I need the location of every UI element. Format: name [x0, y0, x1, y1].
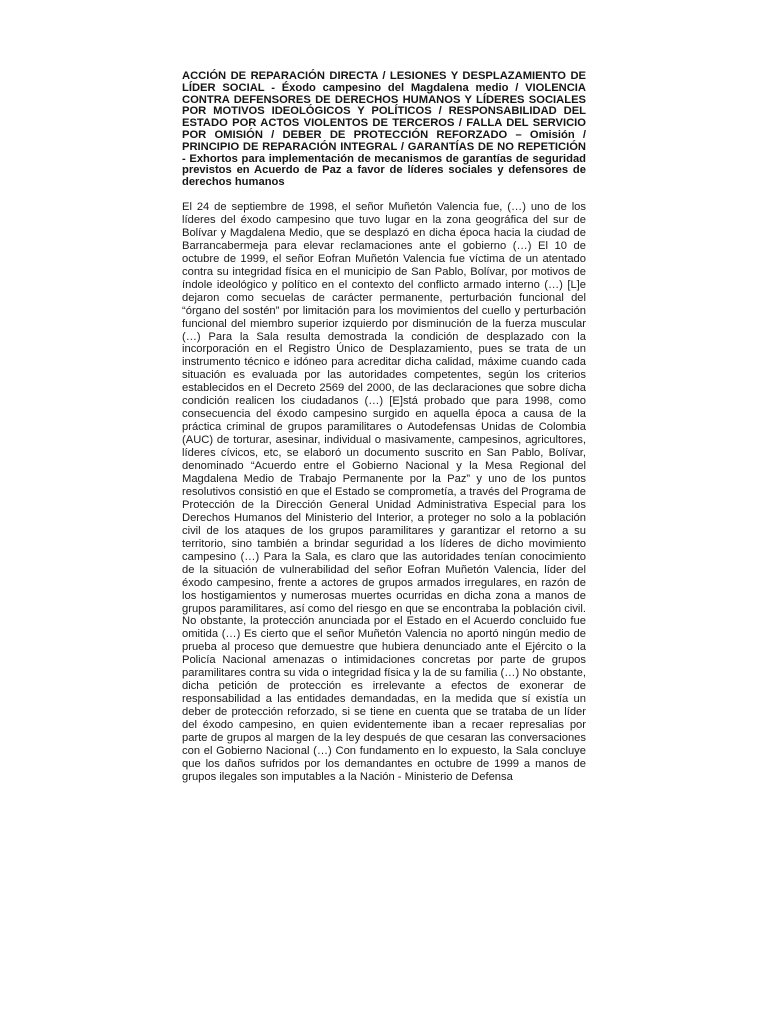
document-heading: ACCIÓN DE REPARACIÓN DIRECTA / LESIONES Y DESPLAZAMIENTO DE LÍDER SOCIAL - Éxodo campesino del Magdalena medio / VIOLENCIA CONTRA DEFENSORES DE DERECHOS HUMANOS Y LÍDERES SOCIALES POR MOTIVOS IDEOLÓGICOS Y POLÍTICOS / RESPONSABILIDAD DEL ESTADO POR ACTOS VIOLENTOS DE TERCEROS / FALLA DEL SERVICIO POR OMISIÓN / DEBER DE PROTECCIÓN REFORZADO – Omisión / PRINCIPIO DE REPARACIÓN INTEGRAL / GARANTÍAS DE NO REPETICIÓN - Exhortos para implementación de mecanismos de garantías de seguridad previstos en Acuerdo de Paz a favor de líderes sociales y defensores de derechos humanos [182, 70, 586, 189]
document-body: El 24 de septiembre de 1998, el señor Muñetón Valencia fue, (…) uno de los líderes del éxodo campesino que tuvo lugar en la zona geográfica del sur de Bolívar y Magdalena Medio, que se desplazó en dicha época hacia la ciudad de Barrancabermeja para elevar reclamaciones ante el gobierno (…) El 10 de octubre de 1999, el señor Eofran Muñetón Valencia fue víctima de un atentado contra su integridad física en el municipio de San Pablo, Bolívar, por motivos de índole ideológico y político en el contexto del conflicto armado interno (…) [L]e dejaron como secuelas de carácter permanente, perturbación funcional del “órgano del sostén” por limitación para los movimientos del cuello y perturbación funcional del miembro superior izquierdo por disminución de la fuerza muscular (…) Para la Sala resulta demostrada la condición de desplazado con la incorporación en el Registro Único de Desplazamiento, pues se trata de un instrumento técnico e idóneo para acreditar dicha calidad, máxime cuando cada situación es evaluada por las autoridades competentes, según los criterios establecidos en el Decreto 2569 del 2000, de las declaraciones que sobre dicha condición realicen los ciudadanos (…) [E]stá probado que para 1998, como consecuencia del éxodo campesino surgido en aquella época a causa de la práctica criminal de grupos paramilitares o Autodefensas Unidas de Colombia (AUC) de torturar, asesinar, individual o masivamente, campesinos, agricultores, líderes cívicos, etc, se elaboró un documento suscrito en San Pablo, Bolívar, denominado “Acuerdo entre el Gobierno Nacional y la Mesa Regional del Magdalena Medio de Trabajo Permanente por la Paz” y uno de los puntos resolutivos consistió en que el Estado se comprometía, a través del Programa de Protección de la Dirección General Unidad Administrativa Especial para los Derechos Humanos del Ministerio del Interior, a proteger no solo a la población civil de los ataques de los grupos paramilitares y garantizar el retorno a su territorio, sino también a brindar seguridad a los líderes de dicho movimiento campesino (…) Para la Sala, es claro que las autoridades tenían conocimiento de la situación de vulnerabilidad del señor Eofran Muñetón Valencia, líder del éxodo campesino, frente a actores de grupos armados irregulares, en razón de los hostigamientos y numerosas muertes ocurridas en dicha zona a manos de grupos paramilitares, así como del riesgo en que se encontraba la población civil. No obstante, la protección anunciada por el Estado en el Acuerdo concluido fue omitida (…) Es cierto que el señor Muñetón Valencia no aportó ningún medio de prueba al proceso que demuestre que hubiera denunciado ante el Ejército o la Policía Nacional amenazas o intimidaciones concretas por parte de grupos paramilitares contra su vida o integridad física y la de su familia (…) No obstante, dicha petición de protección es irrelevante a efectos de exonerar de responsabilidad a las entidades demandadas, en la medida que sí existía un deber de protección reforzado, si se tiene en cuenta que se trataba de un líder del éxodo campesino, en quien evidentemente iban a recaer represalias por parte de grupos al margen de la ley después de que cesaran las conversaciones con el Gobierno Nacional (…) Con fundamento en lo expuesto, la Sala concluye que los daños sufridos por los demandantes en octubre de 1999 a manos de grupos ilegales son imputables a la Nación - Ministerio de Defensa [182, 200, 586, 783]
document-content [182, 71, 586, 784]
